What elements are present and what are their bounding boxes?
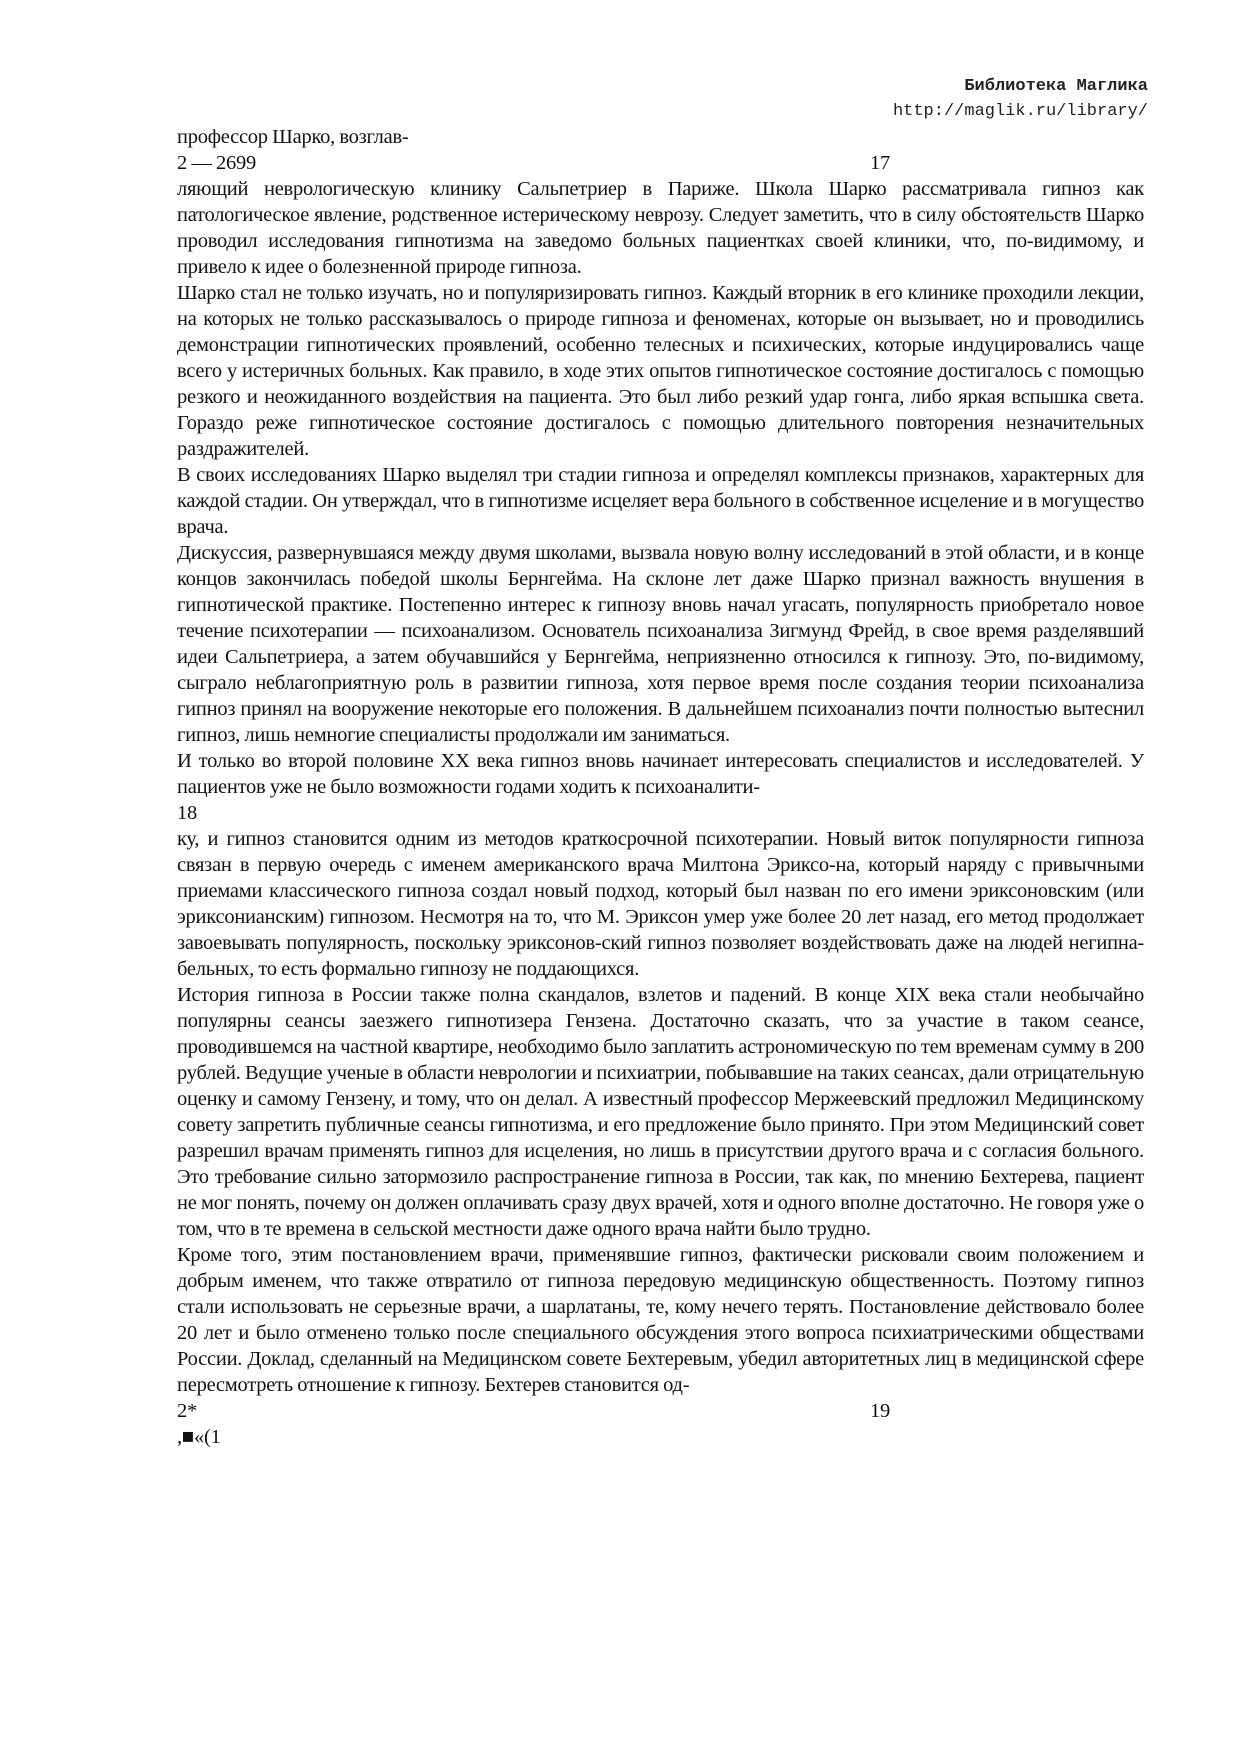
ocr-artifact: ,■«(1 bbox=[177, 1426, 221, 1448]
paragraph: Шарко стал не только изучать, но и популяризировать гипноз. Каждый вторник в его клинике проходили лекции, на которых не только рассказывалось о природе гипноза и феноменах, которые он вызывает, но и проводились демонстрации гипнотических проявлений, особенно телесных и психических, которые индуцировались чаще всего у истеричных больных. Как правило, в ходе этих опытов гипнотическое состояние достигалось с помощью резкого и неожиданного воздействия на пациента. Это был либо резкий удар гонга, либо яркая вспышка света. Гораздо реже гипнотическое состояние достигалось с помощью длительного повторения незначительных раздражителей. bbox=[177, 282, 1144, 460]
carryover-line: профессор Шарко, возглав- bbox=[177, 126, 409, 148]
page-number: 17 bbox=[870, 152, 890, 174]
page-number: 19 bbox=[870, 1400, 890, 1422]
paragraph: ку, и гипноз становится одним из методов краткосрочной психотерапии. Новый виток популярности гипноза связан в первую очередь с именем американского врача Милтона Эриксо-на, который наряду с привычными приемами классического гипноза создал новый подход, который был назван по его имени эриксоновским (или эриксонианским) гипнозом. Несмотря на то, что М. Эриксон умер уже более 20 лет назад, его метод продолжает завоевывать популярность, поскольку эриксонов-ский гипноз позволяет воздействовать даже на людей негипна-бельных, то есть формально гипнозу не поддающихся. bbox=[177, 828, 1144, 980]
paragraph: В своих исследованиях Шарко выделял три стадии гипноза и определял комплексы признаков, характерных для каждой стадии. Он утверждал, что в гипнотизме исцеляет вера больного в собственное исцеление и в могущество врача. bbox=[177, 464, 1144, 538]
page-number: 18 bbox=[177, 802, 197, 824]
paragraph: ляющий неврологическую клинику Сальпетриер в Париже. Школа Шарко рассматривала гипноз как патологическое явление, родственное истерическому неврозу. Следует заметить, что в силу обстоятельств Шарко проводил исследования гипнотизма на заведомо больных пациентках своей клиники, что, по-видимому, и привело к идее о болезненной природе гипноза. bbox=[177, 178, 1144, 278]
signature-row-bottom bbox=[177, 1398, 1144, 1424]
paragraph: Кроме того, этим постановлением врачи, применявшие гипноз, фактически рисковали своим положением и добрым именем, что также отвратило от гипноза передовую медицинскую общественность. Поэтому гипноз стали использовать не серьезные врачи, а шарлатаны, те, кому нечего терять. Постановление действовало более 20 лет и было отменено только после специального обсуждения этого вопроса психиатрическими обществами России. Доклад, сделанный на Медицинском совете Бехтеревым, убедил авторитетных лиц в медицинской сфере пересмотреть отношение к гипнозу. Бехтерев становится од- bbox=[177, 1244, 1144, 1396]
library-url: http://maglik.ru/library/ bbox=[892, 102, 1148, 121]
library-name: Библиотека Маглика bbox=[964, 77, 1148, 96]
signature-row-top bbox=[177, 150, 1144, 176]
paragraph: История гипноза в России также полна скандалов, взлетов и падений. В конце XIX века стали необычайно популярны сеансы заезжего гипнотизера Гензена. Достаточно сказать, что за участие в таком сеансе, проводившемся на частной квартире, необходимо было заплатить астрономическую по тем временам сумму в 200 рублей. Ведущие ученые в области неврологии и психиатрии, побывавшие на таких сеансах, дали отрицательную оценку и самому Гензену, и тому, что он делал. А известный профессор Мержеевский предложил Медицинскому совету запретить публичные сеансы гипнотизма, и его предложение было принято. При этом Медицинский совет разрешил врачам применять гипноз для исцеления, но лишь в присутствии другого врача и с согласия больного. Это требование сильно затормозило распространение гипноза в России, так как, по мнению Бехтерева, пациент не мог понять, почему он должен оплачивать сразу двух врачей, хотя и одного вполне достаточно. Не говоря уже о том, что в те времена в сельской местности даже одного врача найти было трудно. bbox=[177, 984, 1144, 1240]
signature-mark: 2 — 2699 bbox=[177, 152, 256, 174]
paragraph: И только во второй половине XX века гипноз вновь начинает интересовать специалистов и исследователей. У пациентов уже не было возможности годами ходить к психоаналити- bbox=[177, 750, 1144, 798]
page-number-row bbox=[177, 800, 1144, 826]
library-header bbox=[893, 74, 1148, 124]
signature-mark: 2* bbox=[177, 1400, 197, 1422]
paragraph: Дискуссия, развернувшаяся между двумя школами, вызвала новую волну исследований в этой области, и в конце концов закончилась победой школы Бернгейма. На склоне лет даже Шарко признал важность внушения в гипнотической практике. Постепенно интерес к гипнозу вновь начал угасать, популярность приобретало новое течение психотерапии — психоанализом. Основатель психоанализа Зигмунд Фрейд, в свое время разделявший идеи Сальпетриера, а затем обучавшийся у Бернгейма, неприязненно относился к гипнозу. Это, по-видимому, сыграло неблагоприятную роль в развитии гипноза, хотя первое время после создания теории психоанализа гипноз принял на вооружение некоторые его положения. В дальнейшем психоанализ почти полностью вытеснил гипноз, лишь немногие специалисты продолжали им заниматься. bbox=[177, 542, 1144, 746]
book-page bbox=[177, 124, 1144, 1450]
